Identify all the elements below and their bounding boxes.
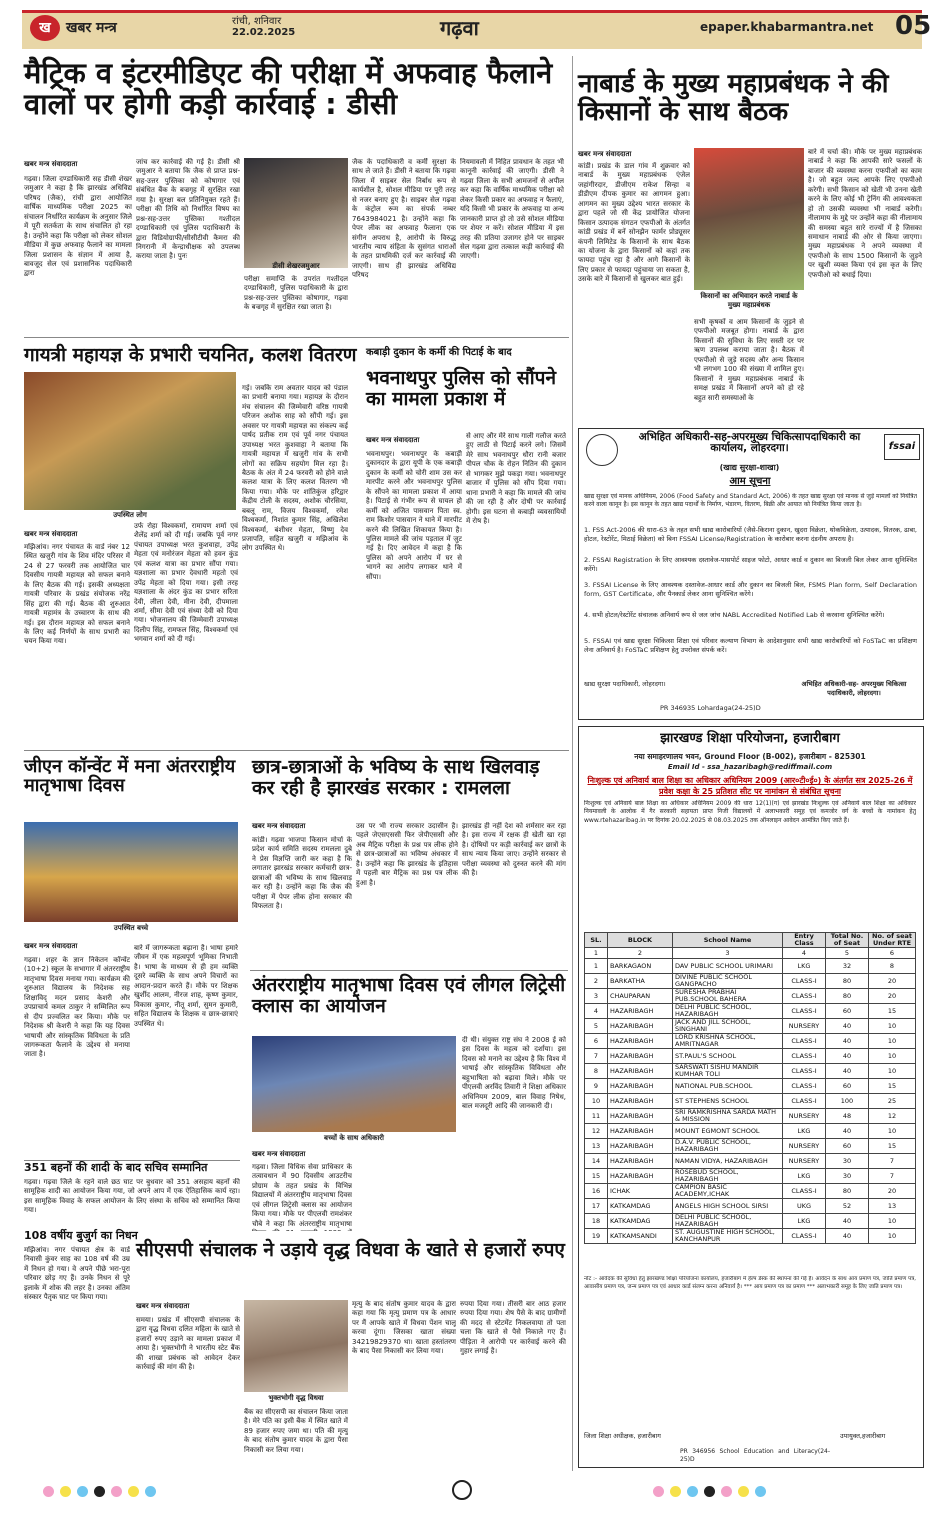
cell-school: CAMPION BASIC ACADEMY,ICHAK [673, 1184, 783, 1199]
cell-school: DELHI PUBLIC SCHOOL, HAZARIBAGH [673, 1214, 783, 1229]
col-header-rte: No. of seat Under RTE [869, 933, 916, 948]
table-row [585, 1064, 916, 1079]
cell-sl: 14 [585, 1154, 608, 1169]
cell-rte-seat: 15 [869, 1004, 916, 1019]
registration-dot [721, 1486, 732, 1497]
cell-rte-seat: 8 [869, 959, 916, 974]
cell-entry-class: UKG [783, 1199, 826, 1214]
cell-entry-class: NURSERY [783, 1109, 826, 1124]
place-day: रांची, शनिवार [232, 16, 282, 27]
story6-headline[interactable]: छात्र-छात्राओं के भविष्य के साथ खिलवाड़ कर रही है झारखंड सरकार : रामलला [252, 756, 540, 799]
story4-kicker: कबाड़ी दुकान के कर्मी की पिटाई के बाद [366, 347, 512, 358]
rte-table-body [585, 959, 916, 1244]
table-row [585, 959, 916, 974]
cell-sl: 7 [585, 1049, 608, 1064]
cell-block: HAZARIBAGH [608, 1139, 673, 1154]
cell-rte-seat: 10 [869, 1214, 916, 1229]
cell-total-seat: 30 [826, 1169, 869, 1184]
cell-total-seat: 40 [826, 1229, 869, 1244]
table-row [585, 1229, 916, 1244]
cell-total-seat: 80 [826, 989, 869, 1004]
story2-body-2: सभी कृषकों व आम किसानों के जुड़ने से एफपीओ मजबूत होगा। नाबार्ड के द्वारा किसानों की सुविधा के लिए सस्ती दर पर ऋण उपलब्ध कराया जाता है। बैठक में एफपीओ से जुड़े सदस्य और अन्य किसान भी लगभग 100 की संख्या में शामिल हुए। किसानों ने मुख्य महाप्रबंधक नाबार्ड के समक्ष प्रखंड में किसानों अपने को हो रहे बहुत सारी समस्याओं के [694, 318, 804, 402]
brand-name: खबर मन्त्र [66, 20, 117, 36]
story3-photo-gathering [24, 372, 236, 510]
story2-photo-farmers [694, 148, 804, 290]
registration-dot [94, 1486, 105, 1497]
col-number: 2 [608, 948, 673, 959]
story3-body-3: गई। जबकि राम अवतार यादव को पंडाल का प्रभारी बनाया गया। महायज्ञ के दौरान मंच संचालन की जिम्मेवारी वरिष्ठ गायत्री परिजन अशोक साह को सौंपी गई। इस अवसर पर गायत्री महायज्ञ का संकल्प कई पार्षद प्रतीक राम एवं पूर्व नगर पंचायत उपाध्यक्ष भरत कुशवाहा ने बताया कि गायत्री महायज्ञ में खजुरी गांव के सभी लोगों का सक्रिय सहयोग मिल रहा है। बैठक के अंत में 24 फरवरी को होने वाले कलश यात्रा के लिए कलश वितरण भी किया गया। मौके पर शांतिकुंज हरिद्वार केंद्रीय टोली के सदस्य, अशोक चौरसिया, बबलू राम, विजय विश्वकर्मा, रमेश विश्वकर्मा, निशांत कुमार सिंह, अखिलेश विश्वकर्मा, बंशीधर मेहता, विष्णु देव प्रजापति, सहित खजुरी व मझिआंव के लोग उपस्थित थे। [242, 384, 348, 553]
cell-block: BARKATHA [608, 974, 673, 989]
col-number: 5 [826, 948, 869, 959]
fssai-point-3: 3. FSSAI License के लिए आवश्यक दस्तावेज-आधार कार्ड और दुकान का बिजली बिल, FSMS Plan form, Self Declaration form, GST Certificate, और पैनकार्ड लेकर आना सुनिश्चित करेंगे। [584, 581, 917, 598]
cell-entry-class: NURSERY [783, 1019, 826, 1034]
cell-rte-seat: 25 [869, 1094, 916, 1109]
cell-entry-class: CLASS-I [783, 1079, 826, 1094]
story9-body: मझिआंव। नगर पंचायत क्षेत्र के वार्ड निवासी कुंवर साह का 108 वर्ष की उम्र में निधन हो गया। वे अपने पीछे भरा-पूरा परिवार छोड़ गए हैं। उनके निधन से पूरे इलाके में शोक की लहर है। उनका अंतिम संस्कार पैतृक घाट पर किया गया। [24, 1246, 130, 1302]
jepc-body: निःशुल्क एवं अनिवार्य बाल शिक्षा का अधिकार अधिनियम 2009 की धारा 12(1)(ग) एवं झारखंड निःशुल्क एवं अनिवार्य बाल शिक्षा का अधिकार नियमावली के आलोक में गैर सरकारी सहायता प्राप्त निजी विद्यालयों में अलाभकारी समूह एवं कमजोर वर्ग के बच्चों के नामांकन हेतु www.rtehazaribag.in पर दिनांक 20.02.2025 से 08.03.2025 तक ऑनलाइन आवेदन आमंत्रित किए जाते हैं। [584, 800, 916, 824]
cell-entry-class: CLASS-I [783, 1229, 826, 1244]
cell-total-seat: 40 [826, 1049, 869, 1064]
cell-school: NATIONAL PUB.SCHOOL [673, 1079, 783, 1094]
story5-photo-students [24, 822, 238, 922]
cell-sl: 1 [585, 959, 608, 974]
story9-headline[interactable]: 108 वर्षीय बुजुर्ग का निधन [24, 1229, 138, 1242]
table-row [585, 1094, 916, 1109]
cell-school: SRI RAMKRISHNA SARDA MATH & MISSION [673, 1109, 783, 1124]
table-row [585, 989, 916, 1004]
cell-school: SARSWATI SISHU MANDIR KUMHAR TOLI [673, 1064, 783, 1079]
brand-logo-icon: ख [30, 15, 60, 41]
story5-photo-caption: उपस्थित बच्चे [113, 924, 149, 932]
col-header-total: Total No. of Seat [826, 933, 869, 948]
cell-entry-class: NURSERY [783, 1154, 826, 1169]
table-row [585, 1019, 916, 1034]
cell-entry-class: CLASS-I [783, 1004, 826, 1019]
cell-block: HAZARIBAGH [608, 1049, 673, 1064]
cell-total-seat: 48 [826, 1109, 869, 1124]
cell-rte-seat: 20 [869, 974, 916, 989]
fssai-ad-title: अभिहित अधिकारी-सह-अपरमुख्य चिकित्सापदाधिकारी का कार्यालय, लोहरदगा। [638, 431, 861, 455]
cell-rte-seat: 13 [869, 1199, 916, 1214]
cell-school: ANGELS HIGH SCHOOL SIRSI [673, 1199, 783, 1214]
registration-dot [670, 1486, 681, 1497]
story8-body: गढ़वा। गढ़वा जिले के रहने वाले छठ घाट पर बुधवार को 351 असहाय बहनों की सामूहिक शादी का आयोजन किया गया, जो अपने आप में एक ऐतिहासिक कार्य रहा। इस सामूहिक विवाह के सफल आयोजन के लिए संस्था के सचिव को सम्मानित किया गया। [24, 1178, 240, 1215]
cell-entry-class: CLASS-I [783, 1034, 826, 1049]
cell-rte-seat: 15 [869, 1079, 916, 1094]
cell-block: HAZARIBAGH [608, 1169, 673, 1184]
cell-total-seat: 80 [826, 974, 869, 989]
cell-block: HAZARIBAGH [608, 1019, 673, 1034]
table-row [585, 1184, 916, 1199]
jepc-ro: PR 346956 School Education and Literacy(24-25)D [680, 1448, 830, 1464]
registration-dot [755, 1486, 766, 1497]
story7-body-2: दी थी। संयुक्त राष्ट्र संघ ने 2008 ई को इस दिवस के महत्व को दर्शाया। इस दिवस को मनाने का उद्देश्य है कि विश्व में भाषाई और सांस्कृतिक विविधता और बहुभाषिता को बढ़ावा मिले। मौके पर पीएलवी अरविंद तिवारी ने शिक्षा अधिकार अधिनियम 2009, बाल विवाह निषेध, बाल मजदूरी आदि की जानकारी दी। [462, 1036, 566, 1111]
fssai-intro: खाद्य सुरक्षा एवं मानक अधिनियम, 2006 (Food Safety and Standard Act, 2006) के तहत खाद्य सुरक्षा एवं मानक से जुड़े मामलों को नियंत्रित करने वाला कानून है। इस कानून के तहत खाद्य पदार्थों के निर्माण, भंडारण, वितरण, बिक्री और आयात को नियंत्रित किया जाता है। [584, 493, 917, 509]
story2-body-3: बारे में चर्चा की। मौके पर मुख्य महाप्रबंधक नाबार्ड ने कहा कि आपकी सारे फसलों के बाजार की व्यवस्था करना एफपीओ का काम है। जो बहुत जल्द आपके लिए एफपीओ करेगी। सभी किसान को खेती भी उनना खेती करने के लिए कोई भी ट्रेनिंग की आवश्यकता हो तो उसकी व्यवस्था भी नाबार्ड करेगी। नीलामाय के मुद्दे पर उन्होंने कहा की नीलामाय की समस्या बहुत सारे राज्यों में है जिसका समाधान नाबार्ड की ओर से किया जाएगा। मुख्य महाप्रबंधक ने अपने व्यवस्था में एफपीओ के साथ 1500 किसानों के जुड़ने पर खुशी व्यक्त किया एवं इस कृत के लिए एफपीओ को बधाई दिया। [808, 148, 922, 279]
col-number: 6 [869, 948, 916, 959]
cell-entry-class: CLASS-I [783, 1049, 826, 1064]
table-row [585, 1049, 916, 1064]
cell-sl: 10 [585, 1094, 608, 1109]
cell-total-seat: 40 [826, 1064, 869, 1079]
table-row [585, 1109, 916, 1124]
jepc-ad-title: झारखण्ड शिक्षा परियोजना, हजारीबाग [660, 731, 840, 746]
cell-school: D.A.V. PUBLIC SCHOOL, HAZARIBAGH [673, 1139, 783, 1154]
story5-body-2: बारे में जागरूकता बढ़ाना है। भाषा हमारे जीवन में एक महत्वपूर्ण भूमिका निभाती है। भाषा के माध्यम से ही हम व्यक्ति दूसरे व्यक्ति के साथ अपने विचारों का आदान-प्रदान करते हैं। मौके पर शिक्षक खुर्शीद आलम, नीरज शाह, कृष्ण कुमार, विकास कुमार, नीतू शर्मा, सुमन कुमारी, सहित विद्यालय के शिक्षक व छात्र-छात्राएं उपस्थित थे। [134, 944, 238, 1028]
col-header-block: BLOCK [608, 933, 673, 948]
cell-entry-class: LKG [783, 1124, 826, 1139]
cell-entry-class: CLASS-I [783, 1184, 826, 1199]
story2-photo-caption: किसानों का अभिवादन करते नाबार्ड के मुख्य महाप्रबंधक [700, 292, 798, 309]
cell-total-seat: 60 [826, 1079, 869, 1094]
cell-school: ROSEBUD SCHOOL, HAZARIBAGH [673, 1169, 783, 1184]
cell-rte-seat: 10 [869, 1034, 916, 1049]
cell-rte-seat: 10 [869, 1229, 916, 1244]
story10-body-1: समया। प्रखंड में सीएसपी संचालक के द्वारा वृद्ध विधवा दलित महिला के खाते से हजारों रुपए उड़ाने का मामला प्रकाश में आया है। भुक्तभोगी ने भारतीय स्टेट बैंक की शाखा प्रबंधक को आवेदन देकर कार्रवाई की मांग की है। [136, 1316, 240, 1372]
cell-block: HAZARIBAGH [608, 1004, 673, 1019]
story6-byline: खबर मन्त्र संवाददाता [252, 822, 306, 830]
table-row [585, 1079, 916, 1094]
cell-sl: 11 [585, 1109, 608, 1124]
fssai-notice-label: आम सूचना [729, 476, 771, 487]
registration-dot [128, 1486, 139, 1497]
story1-headline[interactable]: मैट्रिक व इंटरमीडिएट की परीक्षा में अफवाह फैलाने वालों पर होगी कड़ी कार्रवाई : डीसी [24, 56, 553, 122]
registration-dot [60, 1486, 71, 1497]
story7-byline: खबर मन्त्र संवाददाता [252, 1150, 306, 1158]
table-row [585, 1034, 916, 1049]
story10-photo-widow [244, 1300, 348, 1392]
cell-block: HAZARIBAGH [608, 1094, 673, 1109]
story7-body-1: गढ़वा। जिला विधिक सेवा प्राधिकार के तत्वावधान में 90 दिवसीय आउटरीच प्रोग्राम के तहत प्रखंड के विभिन्न विद्यालयों में अंतरराष्ट्रीय मातृभाषा दिवस एवं लीगल लिट्रेसी क्लास का आयोजन किया गया। मौके पर पीएलवी रामशंकर चौबे ने कहा कि अंतरराष्ट्रीय मातृभाषा [252, 1163, 352, 1228]
cell-entry-class: CLASS-I [783, 1094, 826, 1109]
story10-byline: खबर मन्त्र संवाददाता [136, 1302, 190, 1310]
story4-body-2: से आए और मेरे साथ गाली गलौज करते हुए लाठी से पिटाई करने लगे। जिसमें मेरे साथ भवनाथपुर धौरा रानी बजार पीपल चौक के रोहन नितिन की दुकान से भागकर मुझे पकड़ा गया। भवनाथपुर बाजार में पुलिस को सौंप दिया गया। थाना प्रभारी ने कहा कि मामले की जांच की जा रही है और दोषी पर कार्रवाई होगी। इस घटना से कबाड़ी व्यवसायियों में रोष है। [466, 432, 566, 525]
story6-body-1: कांडी। गढ़वा भाजपा किसान मोर्चा के प्रदेश कार्य समिति सदस्य रामलला दुबे ने प्रेस विज्ञप्ति जारी कर कहा है कि लगातार झारखंड सरकार कर्मचारी छात्र-छात्राओं की भविष्य के साथ खिलवाड़ कर रही है। उन्होंने कहा कि जैक की परीक्षा में पेपर लीक होना सरकार की विफलता है। [252, 836, 352, 911]
story4-body-1: भवनाथपुर। भवनाथपुर के कबाड़ी दुकानदार के द्वारा यूपी के एक कबाड़ी दुकान के कर्मी को चोरी शाम उस कर मारपीट करने और भवनाथपुर पुलिस के सौंपने का मामला प्रकाश में आया है। पिटाई से गंभीर रूप से घायल हो कर्मी को अजित पासवान पिता स्व. राम किशोर पासवान ने थाने में मारपीट करने की लिखित शिकायत किया है। पुलिस मामले की जांच पड़ताल में जुट गई है। दिए आवेदन में कहा है कि पुलिस को अपने आरोप में घर से भागने का आरोप लगाकर थाने में सौंपा। [366, 450, 462, 581]
cell-total-seat: 32 [826, 959, 869, 974]
story10-headline[interactable]: सीएसपी संचालक ने उड़ाये वृद्ध विधवा के खाते से हजारों रुपए [136, 1239, 565, 1261]
story1-photo-caption: डीसी शेखरजमुआर [272, 262, 320, 270]
col-number: 4 [783, 948, 826, 959]
cell-sl: 13 [585, 1139, 608, 1154]
table-header-row [585, 933, 916, 948]
registration-dot [704, 1486, 715, 1497]
cell-total-seat: 100 [826, 1094, 869, 1109]
story1-body-3: परीक्षा समाप्ति के उपरांत गश्तीदल दण्डाधिकारी, पुलिस पदाधिकारी के द्वारा प्रश्न-सह-उत्तर पुस्तिका कोषागार, गढ़वा के बज्रगृह में सुरक्षित रखा जाता है। [244, 275, 348, 312]
registration-dot [145, 1486, 156, 1497]
registration-dot [43, 1486, 54, 1497]
story2-headline[interactable]: नाबार्ड के मुख्य महाप्रबंधक ने की किसानों के साथ बैठक [578, 69, 889, 128]
cell-entry-class: CLASS-I [783, 974, 826, 989]
story6-body-3: झारखंड ही नहीं देश को शर्मसार कर रहा है। इस राज्य में रक्षक ही खेती खा रहा है। दोषियों पर कड़ी कार्रवाई कर छात्रों के साथ न्याय किया जाए। उन्होंने सरकार से परीक्षा व्यवस्था को दुरुस्त करने की मांग की है। [462, 822, 566, 878]
cell-school: SURESHA PRABHAI PUB.SCHOOL BAHERA [673, 989, 783, 1004]
cell-total-seat: 40 [826, 1034, 869, 1049]
cell-block: BARKAGAON [608, 959, 673, 974]
cell-rte-seat: 12 [869, 1109, 916, 1124]
table-row [585, 974, 916, 989]
fssai-sign-left: खाद्य सुरक्षा पदाधिकारी, लोहरदगा। [584, 680, 666, 688]
emblem-seal-icon [586, 434, 618, 466]
cell-block: HAZARIBAGH [608, 1154, 673, 1169]
cell-school: DAV PUBLIC SCHOOL URIMARI [673, 959, 783, 974]
cell-block: HAZARIBAGH [608, 1079, 673, 1094]
table-number-row [585, 948, 916, 959]
fssai-point-5: 5. FSSAI एवं खाद्य सुरक्षा चिकित्सा शिक्षा एवं परिवार कल्याण विभाग के आदेशानुसार सभी खाद्य कारोबारियों को FoSTaC का प्रशिक्षण लेना अनिवार्य है। FoSTaC प्रशिक्षण हेतु उपरोक्त संपर्क करें। [584, 637, 917, 654]
jepc-sign-right: उपायुक्त,हजारीबाग [840, 1432, 886, 1440]
cell-school: ST. AUGUSTINE HIGH SCHOOL, KANCHANPUR [673, 1229, 783, 1244]
story1-body-4: जैक के पदाधिकारी व कर्मी सुरक्षा के साथ ले जाते हैं। डीसी ने बताया कि गढ़वा जिला में साइबर सेल निर्बाध रूप से कार्यशील है, सोशल मीडिया पर पूरी तरह से नजर बनाए हुए है। साइबर सेल गढ़वा के कंट्रोल रूम का संपर्क नम्बर 7643984021 है। उन्होंने कहा कि पेपर लीक का अफवाह फैलाना एक संगीन अपराध है, आरोपी के विरुद्ध भारतीय न्याय संहिता के सुसंगत धाराओं के तहत प्राथमिकी दर्ज कर कार्रवाई की जाएगी। साथ ही झारखंड अधिविद्य परिषद [352, 158, 456, 280]
cell-total-seat: 40 [826, 1124, 869, 1139]
col-number: 3 [673, 948, 783, 959]
story10-body-2: बैंक का सीएसपी का संचालन किया जाता है। मेरे पति का इसी बैंक में स्थित खाते में 89 हजार रुपए जमा था। पति की मृत्यु के बाद संतोष कुमार यादव के द्वारा पैसा निकासी कर लिया गया। [244, 1408, 348, 1454]
cell-block: HAZARIBAGH [608, 1109, 673, 1124]
table-row [585, 1124, 916, 1139]
table-row [585, 1154, 916, 1169]
section-name: गढ़वा [440, 16, 479, 40]
divider [24, 1160, 240, 1161]
cell-block: HAZARIBAGH [608, 1064, 673, 1079]
cell-rte-seat: 7 [869, 1169, 916, 1184]
registration-dot [77, 1486, 88, 1497]
cell-sl: 3 [585, 989, 608, 1004]
cell-block: KATKAMDAG [608, 1199, 673, 1214]
registration-dot [738, 1486, 749, 1497]
divider [24, 337, 569, 338]
cell-sl: 18 [585, 1214, 608, 1229]
cell-rte-seat: 7 [869, 1154, 916, 1169]
cell-rte-seat: 10 [869, 1019, 916, 1034]
issue-date: 22.02.2025 [232, 27, 296, 38]
fssai-point-1: 1. FSS Act-2006 की धारा-63 के तहत सभी खाद्य कारोबारियों (जैसे-किराना दुकान, खुदरा विक्रेता, थोकविक्रेता, उत्पादक, वितरक, ढाबा, होटल, रेस्टोरेंट, मिठाई विक्रेता) को बिना FSSAI License/Registration के कारोबार करना दंडनीय अपराध है। [584, 526, 917, 543]
epaper-url[interactable]: epaper.khabarmantra.net [700, 20, 874, 34]
story4-headline[interactable]: भवनाथपुर पुलिस को सौंपने का मामला प्रकाश में [366, 367, 556, 410]
jepc-address: नया समाहरणालय भवन, Ground Floor (B-002), हजारीबाग - 825301 [634, 752, 866, 761]
story5-body-1: गढ़वा। शहर के ज्ञान निकेतन कॉन्वेंट (10+2) स्कूल के सभागार में अंतरराष्ट्रीय मातृभाषा दिवस मनाया गया। कार्यक्रम की शुरुआत विद्यालय के निदेशक सह शिक्षाविद् मदन प्रसाद केशरी और उपप्राचार्य कमल ठाकुर ने सम्मिलित रूप से दीप प्रज्वलित कर किया। मौके पर निदेशक श्री केशरी ने कहा कि यह दिवस भाषायी और सांस्कृतिक विविधता के प्रति जागरूकता फैलाने के उद्देश्य से मनाया जाता है। [24, 956, 130, 1059]
fssai-ro: PR 346935 Lohardaga(24-25)D [660, 704, 761, 712]
cell-block: HAZARIBAGH [608, 1124, 673, 1139]
story7-photo-group [252, 1036, 456, 1132]
cell-sl: 15 [585, 1169, 608, 1184]
story3-photo-caption: उपस्थित लोग [113, 511, 147, 519]
cell-rte-seat: 20 [869, 989, 916, 1004]
cell-sl: 12 [585, 1124, 608, 1139]
story5-byline: खबर मन्त्र संवाददाता [24, 942, 78, 950]
cell-total-seat: 30 [826, 1154, 869, 1169]
table-row [585, 1004, 916, 1019]
fssai-point-4: 4. सभी होटल/रेस्टोरेंट संचालक अनिवार्य रूप से जल जांच NABL Accredited Notified Lab से करवाना सुनिश्चित करेंगे। [584, 611, 885, 619]
story2-body-1: कांडी। प्रखंड के डाल गांव में शुक्रवार को नाबार्ड के मुख्य महाप्रबंधक एंजेल जहांगीरदार, डीजीएम राकेश सिन्हा व डीडीएम दीपक कुमार का आगमन हुआ। आगमन का मुख्य उद्देश्य भारत सरकार के द्वारा पहले जो सी केंद्र प्रायोजित योजना किसान उत्पादक संगठन एफपीओ के अंतर्गत कांडी प्रखंड में बनें सोनझैन फार्मर प्रोड्यूसर कंपनी लिमिटेड के किसानों के साथ बैठक का योजना के द्वारा किसानों को कहां तक फायदा पहुंच रहा है और आगे किसानों के लिए प्रकार से फायदा पहुंचाया जा सकता है, उसके बारे में किसानों से खुलकर बात हुई। [578, 162, 690, 284]
cell-sl: 19 [585, 1229, 608, 1244]
cell-school: NAMAN VIDYA, HAZARIBAGH [673, 1154, 783, 1169]
cell-sl: 17 [585, 1199, 608, 1214]
cell-rte-seat: 20 [869, 1184, 916, 1199]
col-number: 1 [585, 948, 608, 959]
color-dots-left [40, 1482, 159, 1501]
cell-rte-seat: 15 [869, 1139, 916, 1154]
story10-photo-caption: भुक्तभोगी वृद्ध विधवा [268, 1394, 324, 1402]
cell-total-seat: 60 [826, 1139, 869, 1154]
cell-total-seat: 60 [826, 1004, 869, 1019]
cell-total-seat: 52 [826, 1199, 869, 1214]
cell-entry-class: CLASS-I [783, 1064, 826, 1079]
story6-body-2: उस पर भी राज्य सरकार उदासीन है। पहले जेएसएससी फिर जेपीएससी और अब मैट्रिक परीक्षा के प्रश्न पत्र लीक होने से छात्र-छात्राओं का भविष्य अंधकार में है। उन्होंने कहा कि झारखंड के इतिहास में पहली बार मैट्रिक का प्रश्न पत्र लीक हुआ है। [356, 822, 458, 887]
story7-photo-caption: बच्चों के साथ अधिकारी [324, 1134, 384, 1142]
cell-school: LORD KRISHNA SCHOOL, AMRITNAGAR [673, 1034, 783, 1049]
registration-dot [687, 1486, 698, 1497]
story5-headline[interactable]: जीएन कॉन्वेंट में मना अंतरराष्ट्रीय मातृभाषा दिवस [24, 756, 236, 797]
story10-body-4: रुपया दिया गया। तीसरी बार आठ हजार रुपया दिया गया। शेष पैसे के बाद ग्रामीणों की मदद से स्टेटमेंट निकलवाया तो पता चला कि खाते से पैसे निकाले गए हैं। पीड़िता ने आरोपी पर कार्रवाई करने की गुहार लगाई है। [460, 1300, 566, 1356]
cell-total-seat: 80 [826, 1184, 869, 1199]
cell-sl: 8 [585, 1064, 608, 1079]
story8-headline[interactable]: 351 बहनों की शादी के बाद सचिव सम्मानित [24, 1161, 208, 1174]
col-header-sl: SL. [585, 933, 608, 948]
cell-rte-seat: 10 [869, 1049, 916, 1064]
story3-byline: खबर मन्त्र संवाददाता [24, 530, 78, 538]
cell-block: KATKAMSANDI [608, 1229, 673, 1244]
jepc-notes: नोट :- आवेदक की सुविधा हेतु झारखण्ड शिक्षा परियोजना कार्यालय, हजारीबाग में हेल्प डेस्क की स्थापना की गई है। आवेदन के साथ आय प्रमाण पत्र, जाति प्रमाण पत्र, आवासीय प्रमाण पत्र, जन्म प्रमाण पत्र एवं आधार कार्ड संलग्न करना अनिवार्य है। *** आय प्रमाण पत्र का प्रमाण *** अलाभकारी समूह के लिए जाति प्रमाण पत्र। [584, 1276, 916, 1290]
cell-block: HAZARIBAGH [608, 1034, 673, 1049]
rte-school-table [584, 932, 916, 1244]
table-row [585, 1199, 916, 1214]
story3-body-1: मझिआंव। नगर पंचायत के वार्ड नंबर 12 स्थित खजुरी गांव के शिव मंदिर परिसर में 24 से 27 फरवरी तक आयोजित चार दिवसीय गायत्री महायज्ञ को सफल बनाने के लिए बैठक की गई। इसकी अध्यक्षता गायत्री परिवार के प्रखंड संयोजक नरेंद्र सिंह द्वारा की गई। बैठक की शुरुआत गायत्री महामंत्र के उच्चारण के साथ की गई। इस दौरान महायज्ञ को सफल बनाने के लिए कई निर्णयों के साथ प्रभारी का चयन किया गया। [24, 543, 130, 646]
fssai-point-2: 2. FSSAI Registration के लिए आवश्यक दस्तावेज-पासपोर्ट साइज फोटो, आधार कार्ड व दुकान का बिजली बिल लेकर आना सुनिश्चित करेंगे। [584, 556, 917, 573]
jepc-sign-left: जिला शिक्षा अधीक्षक, हजारीबाग [584, 1432, 661, 1440]
cell-entry-class: NURSERY [783, 1139, 826, 1154]
cell-entry-class: LKG [783, 1169, 826, 1184]
cell-sl: 16 [585, 1184, 608, 1199]
cell-sl: 6 [585, 1034, 608, 1049]
cell-entry-class: LKG [783, 1214, 826, 1229]
cell-sl: 2 [585, 974, 608, 989]
cell-school: JACK AND JILL SCHOOL, SINGHANI [673, 1019, 783, 1034]
cell-sl: 5 [585, 1019, 608, 1034]
fssai-ad-subtitle: (खाद्य सुरक्षा-शाखा) [719, 463, 780, 472]
cell-rte-seat: 10 [869, 1064, 916, 1079]
cell-entry-class: LKG [783, 959, 826, 974]
cell-block: CHAUPARAN [608, 989, 673, 1004]
column-rule [572, 56, 573, 1471]
cell-school: MOUNT EGMONT SCHOOL [673, 1124, 783, 1139]
fssai-logo-icon: fssai [884, 434, 920, 460]
story2-byline: खबर मन्त्र संवाददाता [578, 150, 632, 158]
cell-total-seat: 40 [826, 1019, 869, 1034]
cell-sl: 4 [585, 1004, 608, 1019]
cell-sl: 9 [585, 1079, 608, 1094]
crosshair-icon [452, 1480, 472, 1500]
cell-school: ST.PAUL'S SCHOOL [673, 1049, 783, 1064]
page-number: 05 [895, 11, 932, 41]
cell-entry-class: CLASS-I [783, 989, 826, 1004]
jepc-email[interactable]: Email Id - ssa_hazaribagh@rediffmail.com [667, 763, 833, 771]
cell-school: DELHI PUBLIC SCHOOL, HAZARIBAGH [673, 1004, 783, 1019]
divider [24, 750, 569, 751]
story4-byline: खबर मन्त्र संवाददाता [366, 436, 420, 444]
fssai-sign-right: अभिहित अधिकारी-सह- अपरमुख्य चिकित्सा पदाधिकारी, लोहरदगा। [801, 680, 907, 697]
registration-marks [0, 1478, 945, 1502]
table-row [585, 1214, 916, 1229]
color-dots-right [650, 1482, 769, 1501]
cell-school: DIVINE PUBLIC SCHOOL GANGPACHO [673, 974, 783, 989]
col-header-school: School Name [673, 933, 783, 948]
story3-body-2: उर्फ रोहा विश्वकर्मा, रामायण शर्मा एवं शैलेंद्र शर्मा को दी गई। जबकि पूर्व नगर पंचायत उपाध्यक्ष भरत कुशवाहा, उपेंद्र मेहता एवं मनोरंजन मेहता को हवन कुंड एवं कलश यात्रा का प्रभार सौंपा गया। यज्ञशाला का प्रभार देवधारी महतो एवं उपेंद्र मेहता को दिया गया। इसी तरह यज्ञशाला के अंदर कुंड का प्रभार सरिता देवी, लीला देवी, मीना देवी, दीपमाला शर्मा, सीमा देवी एवं संध्या देवी को दिया गया। भोजनालय की जिम्मेवारी उपाध्यक्ष दिलीप सिंह, रामफल सिंह, विश्वकर्मा एवं भगवान शर्मा को दी गई। [134, 522, 238, 644]
col-header-entry: Entry Class [783, 933, 826, 948]
jepc-subject: निःशुल्क एवं अनिवार्य बाल शिक्षा का अधिकार अधिनियम 2009 (आर०टी०ई०) के अंतर्गत सत्र 2025-26 में प्रवेश कक्षा के 25 प्रतिशत सीट पर नामांकन से संबंधित सूचना [587, 776, 913, 796]
cell-school: ST STEPHENS SCHOOL [673, 1094, 783, 1109]
story1-body-5: नियमावली में निहित प्रावधान के तहत भी कानूनी कार्रवाई की जाएगी। डीसी ने गढ़वा जिला के सभी आमजनों से अपील कर कहा कि वार्षिक माध्यमिक परीक्षा को लेकर किसी प्रकार का अफवाह न फैलाएं, यदि किसी भी प्रकार के अफवाह या अन्य जानकारी प्राप्त हो तो उसे सोशल मीडिया पर शेयर न करें। सोशल मीडिया में इस तरह की प्रतिया उजागर होने पर साइबर सेल गढ़वा द्वारा तत्काल कड़ी कार्रवाई की जाएगी। [460, 158, 564, 261]
registration-dot [653, 1486, 664, 1497]
table-row [585, 1139, 916, 1154]
story1-body-2: जांच कर कार्रवाई की गई है। डीसी श्री जमुआर ने बताया कि जैक से प्राप्त प्रश्न-सह-उत्तर पुस्तिका को कोषागार एवं संबंधित बैंक के बज्रगृह में सुरक्षित रखा गया है। सुरक्षा बल प्रतिनियुक्त रहते हैं। परीक्षा की तिथि को निर्धारित विषय का प्रश्न-सह-उत्तर पुस्तिका गश्तीदल दण्डाधिकारी एवं पुलिस पदाधिकारी के द्वारा विडियोग्राफी/सीसीटीवी कैमरा की निगरानी में केन्द्राधीक्षक को उपलब्ध कराया जाता है। पुनः [136, 158, 240, 261]
story3-headline[interactable]: गायत्री महायज्ञ के प्रभारी चयनित, कलश वितरण [24, 344, 357, 366]
story1-photo-dc [244, 158, 348, 268]
story1-byline: खबर मन्त्र संवाददाता [24, 160, 78, 168]
cell-block: ICHAK [608, 1184, 673, 1199]
registration-dot [111, 1486, 122, 1497]
cell-total-seat: 40 [826, 1214, 869, 1229]
story1-body-1: गढ़वा। जिला दण्डाधिकारी सह डीसी शेखर जमुआर ने कहा है कि झारखंड अधिविद्य परिषद (जैक), रांची द्वारा आयोजित वार्षिक माध्यमिक परीक्षा 2025 का संचालन निर्धारित कार्यक्रम के अनुसार जिले में पूरी सतर्कता के साथ संचालित हो रहा है। उन्होंने कहा कि परीक्षा को लेकर सोशल मीडिया में कुछ अफवाह फैलाने का मामला जिला प्रशासन के संज्ञान में आया है, बावजूद सेल एवं प्रशासनिक पदाधिकारी द्वारा [24, 175, 132, 278]
divider [250, 970, 568, 971]
cell-rte-seat: 10 [869, 1124, 916, 1139]
story7-headline[interactable]: अंतरराष्ट्रीय मातृभाषा दिवस एवं लीगल लिट्रेसी क्लास का आयोजन [252, 974, 566, 1017]
cell-block: KATKAMDAG [608, 1214, 673, 1229]
table-row [585, 1169, 916, 1184]
story10-body-3: मृत्यु के बाद संतोष कुमार यादव के द्वारा कहा गया कि मृत्यु प्रमाण पत्र के आधार पर मैं आपके खाते में विधवा पेंशन चालू करवा दूंगा। जिसका खाता संख्या 34219829370 था। खाता हस्तांतरण के बाद पैसा निकासी कर लिया गया। [352, 1300, 456, 1356]
